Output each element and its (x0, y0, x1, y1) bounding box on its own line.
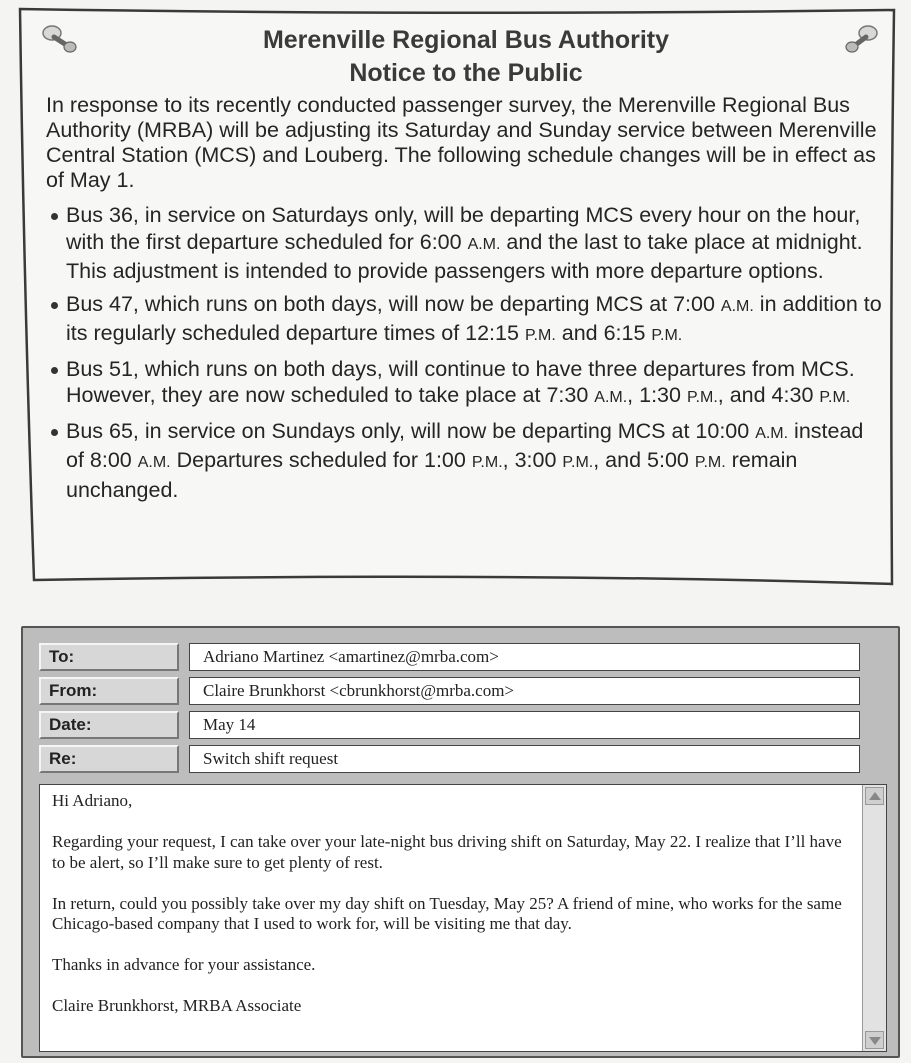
bullet-dot-icon (51, 213, 58, 220)
email-greeting: Hi Adriano, (52, 791, 133, 810)
email-paragraph-2: In return, could you possibly take over my day shift on Tuesday, May 25? A friend of mine, who works for the same Chicago-based company that I used to work for, will be visiting me that day. (52, 893, 842, 933)
bullet-bus-47: Bus 47, which runs on both days, will now be departing MCS at 7:00 A.M. in addition to its regularly scheduled departure times of 12:15 P.M. and 6:15 P.M. (46, 291, 886, 350)
email-paragraph-3: Thanks in advance for your assistance. (52, 955, 316, 974)
email-scrollbar[interactable] (862, 785, 886, 1051)
notice-content (46, 24, 886, 509)
bullet-dot-icon (51, 367, 58, 374)
bullet-bus-51: Bus 51, which runs on both days, will continue to have three departures from MCS. However, they are now scheduled to take place at 7:30 A.M., 1:30 P.M., and 4:30 P.M. (46, 356, 886, 412)
notice-intro: In response to its recently conducted passenger survey, the Merenville Regional Bus Authority (MRBA) will be adjusting its Saturday and Sunday service between Merenville Central Station (MCS) and Louberg. The following schedule changes will be in effect as of May 1. (46, 93, 877, 192)
public-notice (14, 6, 899, 586)
date-field[interactable]: May 14 (189, 711, 860, 739)
notice-title (46, 24, 886, 90)
bullet-dot-icon (51, 429, 58, 436)
subject-field[interactable]: Switch shift request (189, 745, 860, 773)
scroll-down-button[interactable] (865, 1031, 884, 1049)
from-label: From: (39, 677, 179, 705)
email-signature: Claire Brunkhorst, MRBA Associate (52, 996, 302, 1015)
arrow-up-icon (869, 792, 881, 800)
email-body-text (52, 791, 852, 1037)
notice-title-line1: Merenville Regional Bus Authority (262, 26, 670, 54)
bullet-dot-icon (51, 302, 58, 309)
bullet-bus-65: Bus 65, in service on Sundays only, will now be departing MCS at 10:00 A.M. instead of 8:00 A.M. Departures scheduled for 1:00 P.M., 3:00 P.M., and 5:00 P.M. remain unchanged. (46, 418, 886, 504)
from-field[interactable]: Claire Brunkhorst <cbrunkhorst@mrba.com> (189, 677, 860, 705)
scroll-up-button[interactable] (865, 787, 884, 805)
to-label: To: (39, 643, 179, 671)
to-field[interactable]: Adriano Martinez <amartinez@mrba.com> (189, 643, 860, 671)
re-label: Re: (39, 745, 179, 773)
date-label: Date: (39, 711, 179, 739)
bullet-bus-36: Bus 36, in service on Saturdays only, will be departing MCS every hour on the hour, with the first departure scheduled for 6:00 A.M. and the last to take place at midnight. This adjustment is intended to provide passengers with more departure options. (46, 202, 886, 285)
email-body[interactable] (39, 784, 887, 1052)
email-window (21, 626, 900, 1058)
notice-title-line2: Notice to the Public (349, 59, 583, 87)
schedule-changes-list (46, 202, 886, 503)
arrow-down-icon (869, 1037, 881, 1045)
email-paragraph-1: Regarding your request, I can take over your late-night bus driving shift on Saturday, May 22. I realize that I’ll have to be alert, so I’ll make sure to get plenty of rest. (52, 832, 842, 872)
